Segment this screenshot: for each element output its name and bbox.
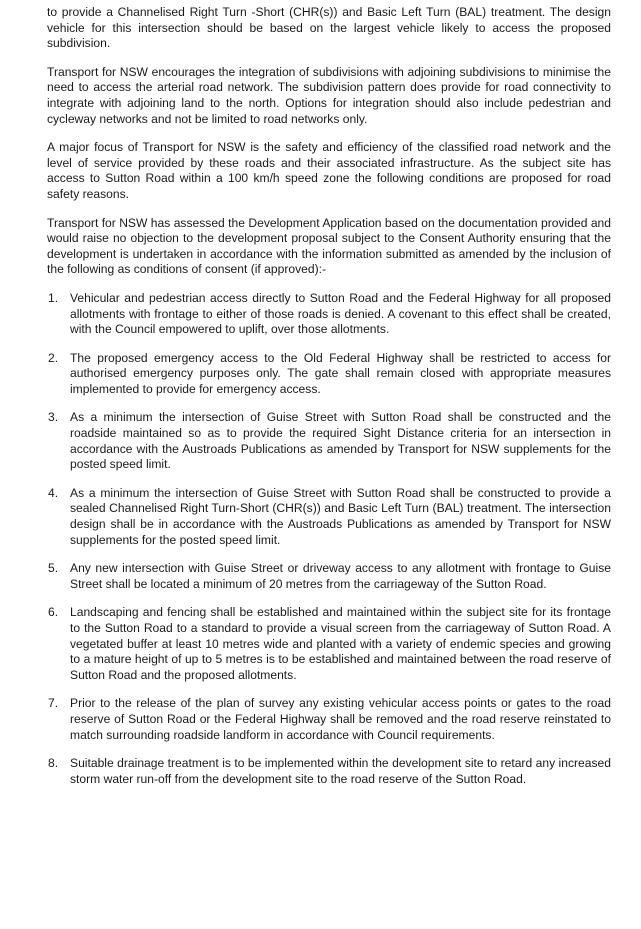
condition-text: As a minimum the intersection of Guise Street with Sutton Road shall be constructed to provide a sealed Channelised Right Turn-Short (CHR(s)) and Basic Left Turn (BAL) treatment. The intersection design shall be in accordance with the Austroads Publications as amended by Transport for NSW supplements for the posted speed limit. bbox=[70, 485, 611, 547]
condition-item bbox=[47, 486, 611, 548]
condition-item bbox=[47, 351, 611, 398]
condition-item bbox=[47, 756, 611, 787]
condition-text: As a minimum the intersection of Guise Street with Sutton Road shall be constructed and the roadside maintained so as to provide the required Sight Distance criteria for an intersection in accordance with the Austroads Publications as amended by Transport for NSW supplements for the posted speed limit. bbox=[70, 410, 611, 472]
condition-text: Any new intersection with Guise Street or driveway access to any allotment with frontage to Guise Street shall be located a minimum of 20 metres from the carriageway of the Sutton Road. bbox=[70, 561, 611, 591]
assessment-paragraph: Transport for NSW has assessed the Development Application based on the documentation provided and would raise no objection to the development proposal subject to the Consent Authority ensuring that the development is undertaken in accordance with the information submitted as amended by the inclusion of the following as conditions of consent (if approved):- bbox=[47, 215, 611, 277]
condition-number: 5. bbox=[48, 561, 59, 576]
condition-text: Suitable drainage treatment is to be implemented within the development site to retard any increased storm water run-off from the development site to the road reserve of the Sutton Road. bbox=[70, 756, 611, 786]
conditions-list bbox=[47, 291, 611, 787]
condition-text: The proposed emergency access to the Old Federal Highway shall be restricted to access for authorised emergency purposes only. The gate shall remain closed with appropriate measures implemented to provide for emergency access. bbox=[70, 350, 611, 396]
condition-text: Prior to the release of the plan of survey any existing vehicular access points or gates to the road reserve of Sutton Road or the Federal Highway shall be removed and the road reserve reinstated to match surrounding roadside landform in accordance with Council requirements. bbox=[70, 696, 611, 742]
condition-item bbox=[47, 605, 611, 683]
condition-number: 2. bbox=[48, 350, 59, 365]
condition-number: 8. bbox=[48, 756, 59, 771]
condition-number: 6. bbox=[48, 605, 59, 620]
condition-text: Landscaping and fencing shall be established and maintained within the subject site for its frontage to the Sutton Road to a standard to provide a visual screen from the carriageway of Sutton Road. A vegetated buffer at least 10 metres wide and planted with a variety of endemic species and growing to a mature height of up to 5 metres is to be established and maintained between the road reserve of Sutton Road and the proposed allotments. bbox=[70, 605, 611, 682]
condition-number: 4. bbox=[48, 485, 59, 500]
condition-number: 1. bbox=[48, 290, 59, 305]
condition-item bbox=[47, 561, 611, 592]
condition-number: 3. bbox=[48, 410, 59, 425]
condition-text: Vehicular and pedestrian access directly to Sutton Road and the Federal Highway for all proposed allotments with frontage to either of those roads is denied. A covenant to this effect shall be created, with the Council empowered to uplift, over those allotments. bbox=[70, 290, 611, 337]
condition-item bbox=[47, 696, 611, 743]
condition-item bbox=[47, 291, 611, 338]
integration-paragraph: Transport for NSW encourages the integration of subdivisions with adjoining subdivisions to minimise the need to access the arterial road network. The subdivision pattern does provide for road connectivity to integrate with adjoining land to the north. Options for integration should also include pedestrian and cycleway networks and not be limited to road networks only. bbox=[47, 64, 611, 126]
safety-focus-paragraph: A major focus of Transport for NSW is the safety and efficiency of the classified road network and the level of service provided by these roads and their associated infrastructure. As the subject site has access to Sutton Road within a 100 km/h speed zone the following conditions are proposed for road safety reasons. bbox=[47, 140, 611, 201]
condition-item bbox=[47, 410, 611, 472]
intro-paragraph: to provide a Channelised Right Turn -Short (CHR(s)) and Basic Left Turn (BAL) treatment. The design vehicle for this intersection should be based on the largest vehicle likely to access the proposed subdivision. bbox=[47, 5, 611, 51]
condition-number: 7. bbox=[48, 696, 59, 711]
